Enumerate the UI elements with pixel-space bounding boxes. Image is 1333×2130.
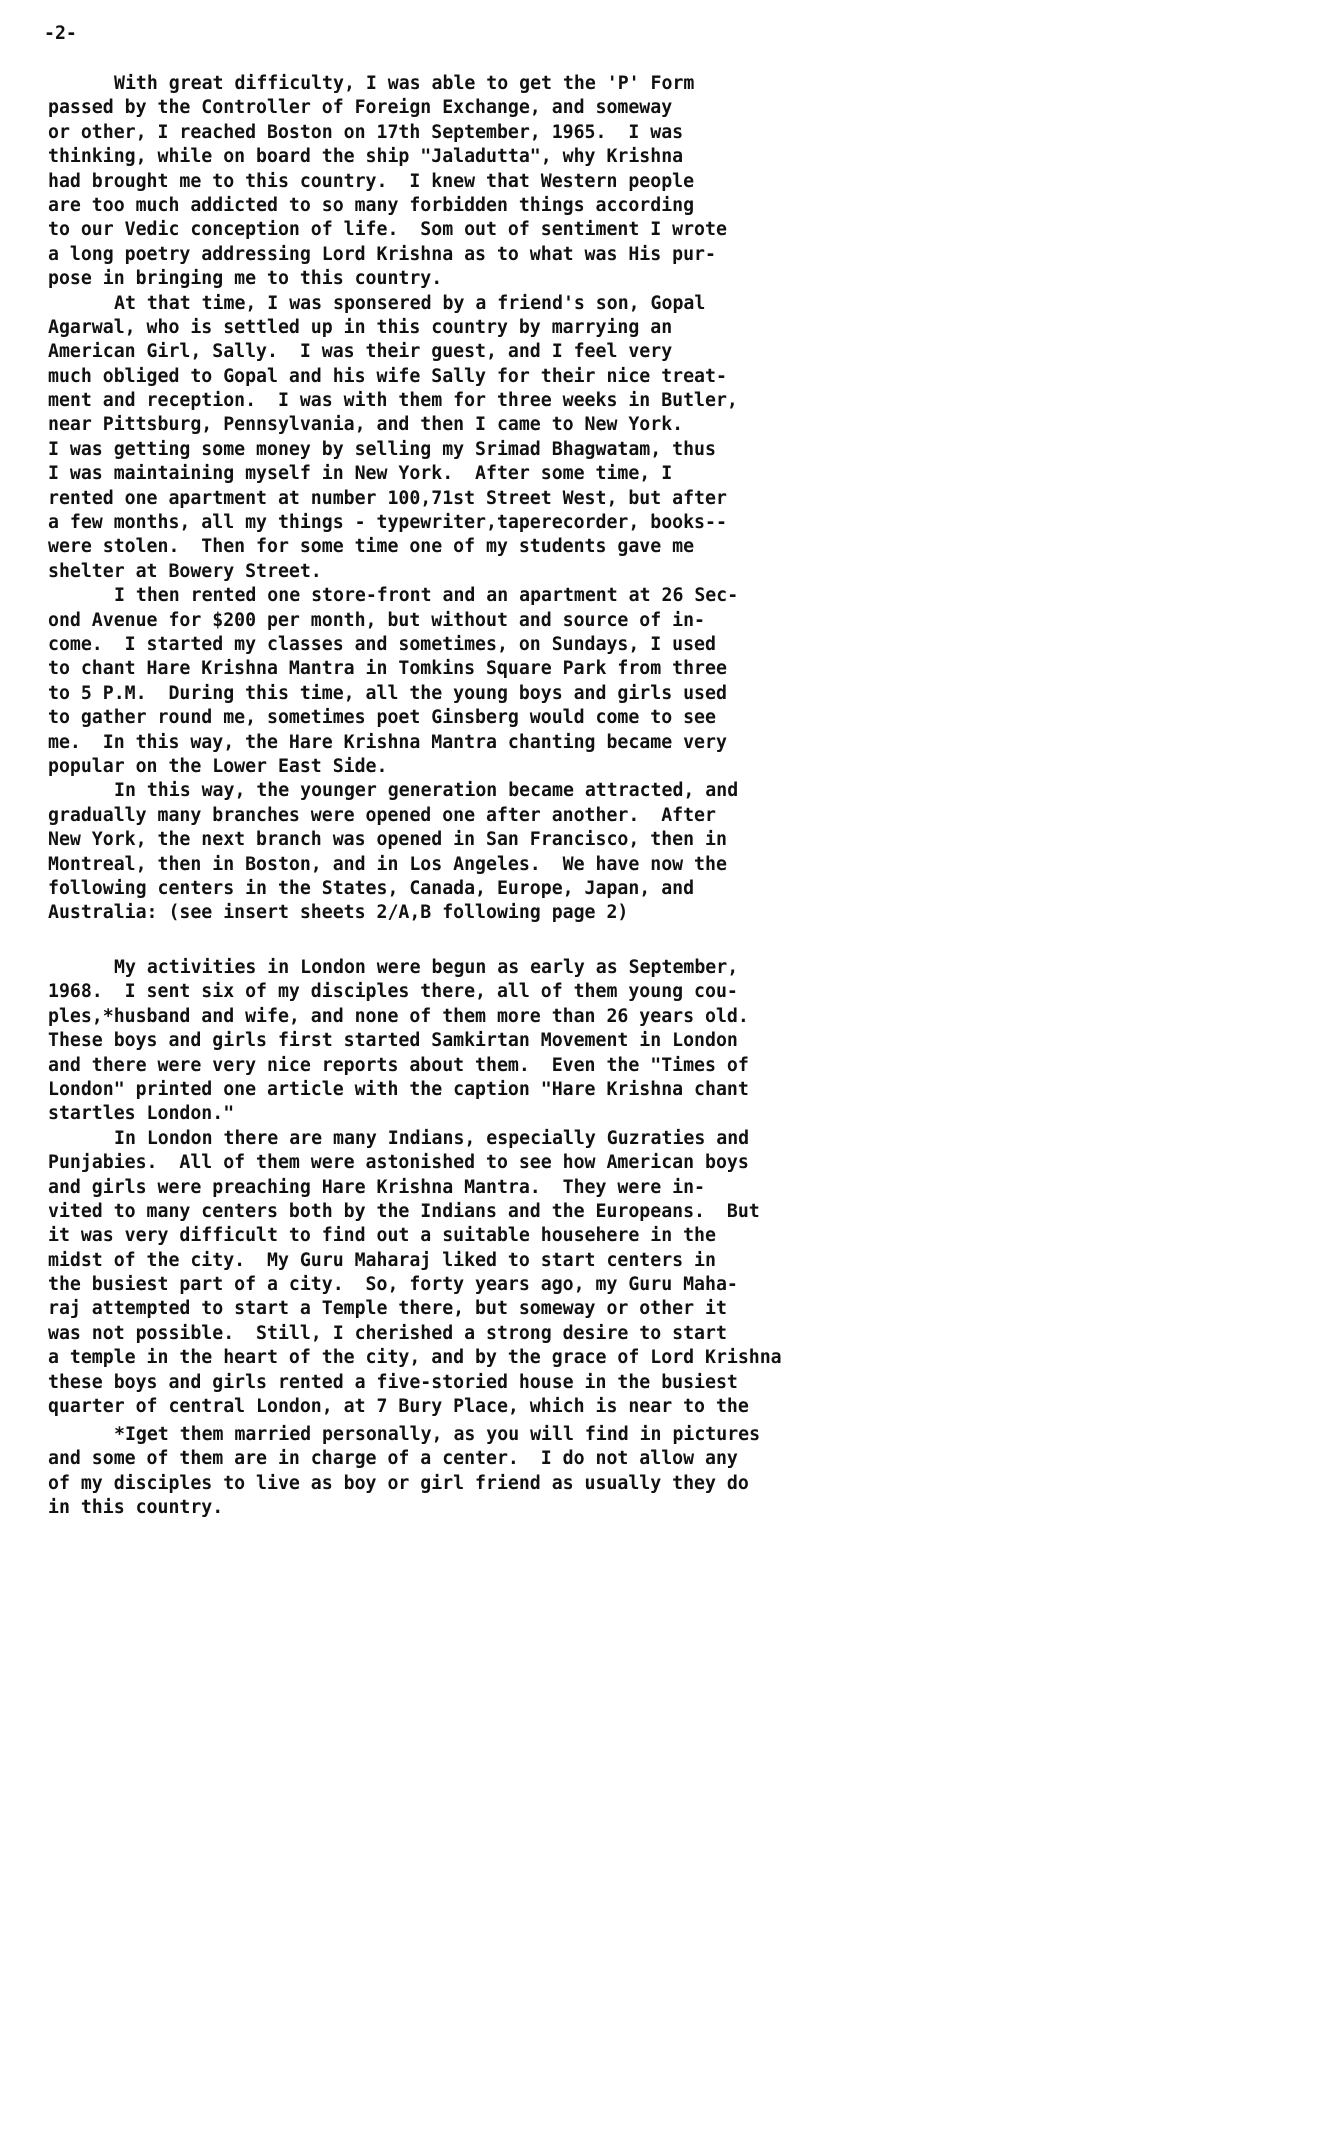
text-line: was not possible. Still, I cherished a strong desire to start [48,1322,727,1344]
text-line: pose in bringing me to this country. [48,268,443,290]
text-line: and there were very nice reports about them. Even the "Times of [48,1054,749,1076]
text-line: shelter at Bowery Street. [48,560,322,582]
main-text-block [48,72,968,926]
text-line: quarter of central London, at 7 Bury Place, which is near to the [48,1396,749,1418]
text-line: and girls were preaching Hare Krishna Mantra. They were in- [48,1176,705,1198]
text-line: and some of them are in charge of a center. I do not allow any [48,1448,738,1470]
text-line: In this way, the younger generation became attracted, and [114,780,739,802]
text-line: were stolen. Then for some time one of my students gave me [48,536,695,558]
text-line: the busiest part of a city. So, forty years ago, my Guru Maha- [48,1274,738,1296]
text-line: London" printed one article with the caption "Hare Krishna chant [48,1078,749,1100]
text-line: These boys and girls first started Samkirtan Movement in London [48,1030,738,1052]
text-line: me. In this way, the Hare Krishna Mantra chanting became very [48,731,727,753]
text-line: ond Avenue for $200 per month, but without and source of in- [48,609,705,631]
text-line: raj attempted to start a Temple there, but someway or other it [48,1298,727,1320]
text-line: 1968. I sent six of my disciples there, all of them young cou- [48,981,738,1003]
text-line: near Pittsburg, Pennsylvania, and then I came to New York. [48,414,684,436]
text-line: to chant Hare Krishna Mantra in Tomkins Square Park from three [48,658,727,680]
text-line: ples,*husband and wife, and none of them more than 26 years old. [48,1005,749,1027]
text-line: it was very difficult to find out a suitable househere in the [48,1225,716,1247]
text-line: passed by the Controller of Foreign Exchange, and someway [48,97,673,119]
text-line: thinking, while on board the ship "Jaladutta", why Krishna [48,146,684,168]
text-line: to gather round me, sometimes poet Ginsberg would come to see [48,707,716,729]
text-line: a temple in the heart of the city, and by the grace of Lord Krishna [48,1347,782,1369]
text-line: to our Vedic conception of life. Som out of sentiment I wrote [48,219,727,241]
text-line: I then rented one store-front and an apartment at 26 Sec- [114,585,739,607]
text-line: Agarwal, who is settled up in this country by marrying an [48,316,673,338]
text-line: With great difficulty, I was able to get the 'P' Form [114,73,695,94]
text-line: rented one apartment at number 100,71st Street West, but after [48,487,727,509]
text-line: startles London." [48,1103,235,1125]
text-line: come. I started my classes and sometimes, on Sundays, I used [48,633,716,655]
text-line: or other, I reached Boston on 17th September, 1965. I was [48,121,684,143]
text-line: In London there are many Indians, especially Guzraties and [114,1127,750,1149]
footnote-block [48,1423,968,1521]
text-line: these boys and girls rented a five-storied house in the busiest [48,1371,738,1393]
text-line: popular on the Lower East Side. [48,755,388,777]
text-line: midst of the city. My Guru Maharaj liked to start centers in [48,1249,716,1271]
text-line: gradually many branches were opened one after another. After [48,804,716,826]
london-text-block [48,956,968,1419]
text-line: My activities in London were begun as early as September, [114,957,739,978]
text-line: are too much addicted to so many forbidden things according [48,194,695,216]
text-line: much obliged to Gopal and his wife Sally for their nice treat- [48,365,727,387]
text-line: a few months, all my things - typewriter,taperecorder, books-- [48,512,727,534]
text-line: Montreal, then in Boston, and in Los Angeles. We have now the [48,853,727,875]
text-line: had brought me to this country. I knew that Western people [48,170,695,192]
text-line: ment and reception. I was with them for three weeks in Butler, [48,390,738,412]
text-line: vited to many centers both by the Indians and the Europeans. But [48,1200,760,1222]
text-line: in this country. [48,1497,224,1519]
text-line: of my disciples to live as boy or girl friend as usually they do [48,1472,749,1494]
text-line: following centers in the States, Canada, Europe, Japan, and [48,877,695,899]
text-line: a long poetry addressing Lord Krishna as to what was His pur- [48,243,716,265]
text-line: to 5 P.M. During this time, all the young boys and girls used [48,682,727,704]
text-line: At that time, I was sponsered by a friend's son, Gopal [114,292,706,314]
text-line: I was getting some money by selling my Srimad Bhagwatam, thus [48,438,716,460]
text-line: Punjabies. All of them were astonished to see how American boys [48,1152,749,1174]
text-line: Australia: (see insert sheets 2/A,B following page 2) [48,902,629,924]
text-line: *Iget them married personally, as you will find in pictures [114,1424,761,1445]
text-line: New York, the next branch was opened in San Francisco, then in [48,829,727,851]
page-number: -2- [44,23,77,44]
text-line: I was maintaining myself in New York. After some time, I [48,463,673,485]
text-line: American Girl, Sally. I was their guest, and I feel very [48,341,673,363]
